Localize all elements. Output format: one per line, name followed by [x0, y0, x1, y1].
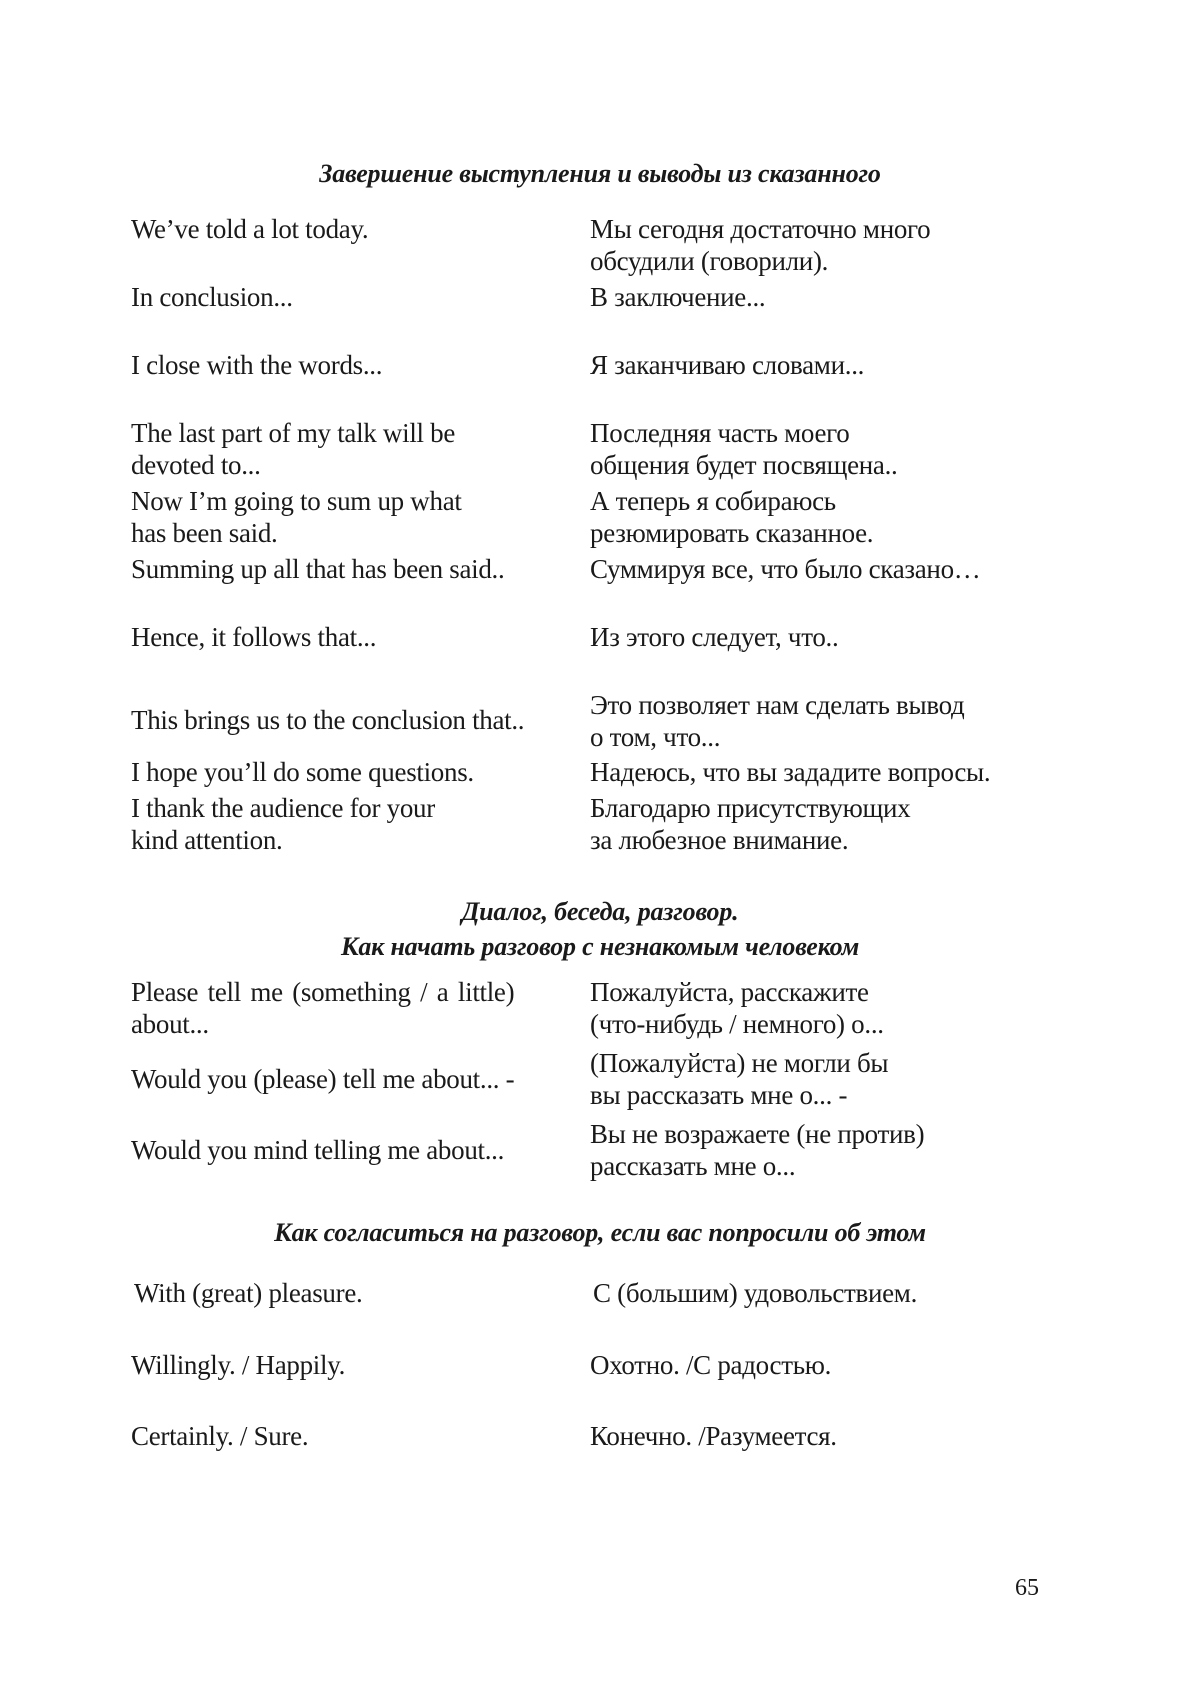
phrase-ru: Последняя часть моего	[590, 418, 850, 448]
phrase-ru: резюмировать сказанное.	[590, 518, 874, 548]
phrase-ru: А теперь я собираюсь	[590, 486, 836, 516]
phrase-ru: обсудили (говорили).	[590, 246, 829, 276]
phrase-en: With (great) pleasure.	[134, 1278, 363, 1308]
phrase-en: has been said.	[131, 518, 278, 548]
phrase-en: Willingly. / Happily.	[131, 1350, 346, 1380]
phrase-en: In conclusion...	[131, 282, 293, 312]
phrase-en: The last part of my talk will be	[131, 418, 456, 448]
section-heading-agree: Как согласиться на разговор, если вас попросили об этом	[274, 1218, 926, 1247]
phrase-en: I thank the audience for your	[131, 793, 435, 823]
phrase-en: about...	[131, 1009, 209, 1039]
phrase-ru: Благодарю присутствующих	[590, 793, 911, 823]
phrase-en: Now I’m going to sum up what	[131, 486, 462, 516]
phrase-ru: Надеюсь, что вы зададите вопросы.	[590, 757, 991, 787]
phrase-ru: Пожалуйста, расскажите	[590, 977, 869, 1007]
phrase-ru: (Пожалуйста) не могли бы	[590, 1048, 889, 1078]
phrase-en: Please tell me (something / a little)	[131, 977, 515, 1007]
phrase-en: devoted to...	[131, 450, 261, 480]
phrase-ru: С (большим) удовольствием.	[593, 1278, 918, 1308]
phrase-ru: вы рассказать мне о... -	[590, 1080, 848, 1110]
section-heading-start-conversation: Как начать разговор с незнакомым человеком	[340, 932, 860, 961]
phrase-en: Would you (please) tell me about... -	[131, 1064, 515, 1094]
phrase-ru: В заключение...	[590, 282, 766, 312]
phrase-ru: Конечно. /Разумеется.	[590, 1421, 837, 1451]
phrase-en: This brings us to the conclusion that..	[131, 705, 525, 735]
phrase-ru: Мы сегодня достаточно много	[590, 214, 931, 244]
phrase-ru: о том, что...	[590, 722, 721, 752]
section-heading-conclusion: Завершение выступления и выводы из сказанного	[319, 159, 881, 188]
phrase-en: Hence, it follows that...	[131, 622, 377, 652]
phrase-en: Certainly. / Sure.	[131, 1421, 309, 1451]
phrase-ru: Из этого следует, что..	[590, 622, 839, 652]
phrase-ru: рассказать мне о...	[590, 1151, 796, 1181]
phrase-ru: Это позволяет нам сделать вывод	[590, 690, 965, 720]
phrase-en: Summing up all that has been said..	[131, 554, 505, 584]
phrase-ru: (что-нибудь / немного) о...	[590, 1009, 884, 1039]
phrase-en: We’ve told a lot today.	[131, 214, 369, 244]
phrase-en: I hope you’ll do some questions.	[131, 757, 474, 787]
phrase-ru: Вы не возражаете (не против)	[590, 1119, 925, 1149]
phrase-ru: Охотно. /С радостью.	[590, 1350, 832, 1380]
phrase-en: I close with the words...	[131, 350, 383, 380]
section-heading-dialog: Диалог, беседа, разговор.	[461, 897, 739, 926]
phrase-en: Would you mind telling me about...	[131, 1135, 505, 1165]
phrase-ru: Я заканчиваю словами...	[590, 350, 865, 380]
phrase-ru: за любезное внимание.	[590, 825, 849, 855]
phrase-ru: Суммируя все, что было сказано…	[590, 554, 981, 584]
page-number: 65	[1015, 1575, 1039, 1601]
phrase-ru: общения будет посвящена..	[590, 450, 898, 480]
phrase-en: kind attention.	[131, 825, 283, 855]
